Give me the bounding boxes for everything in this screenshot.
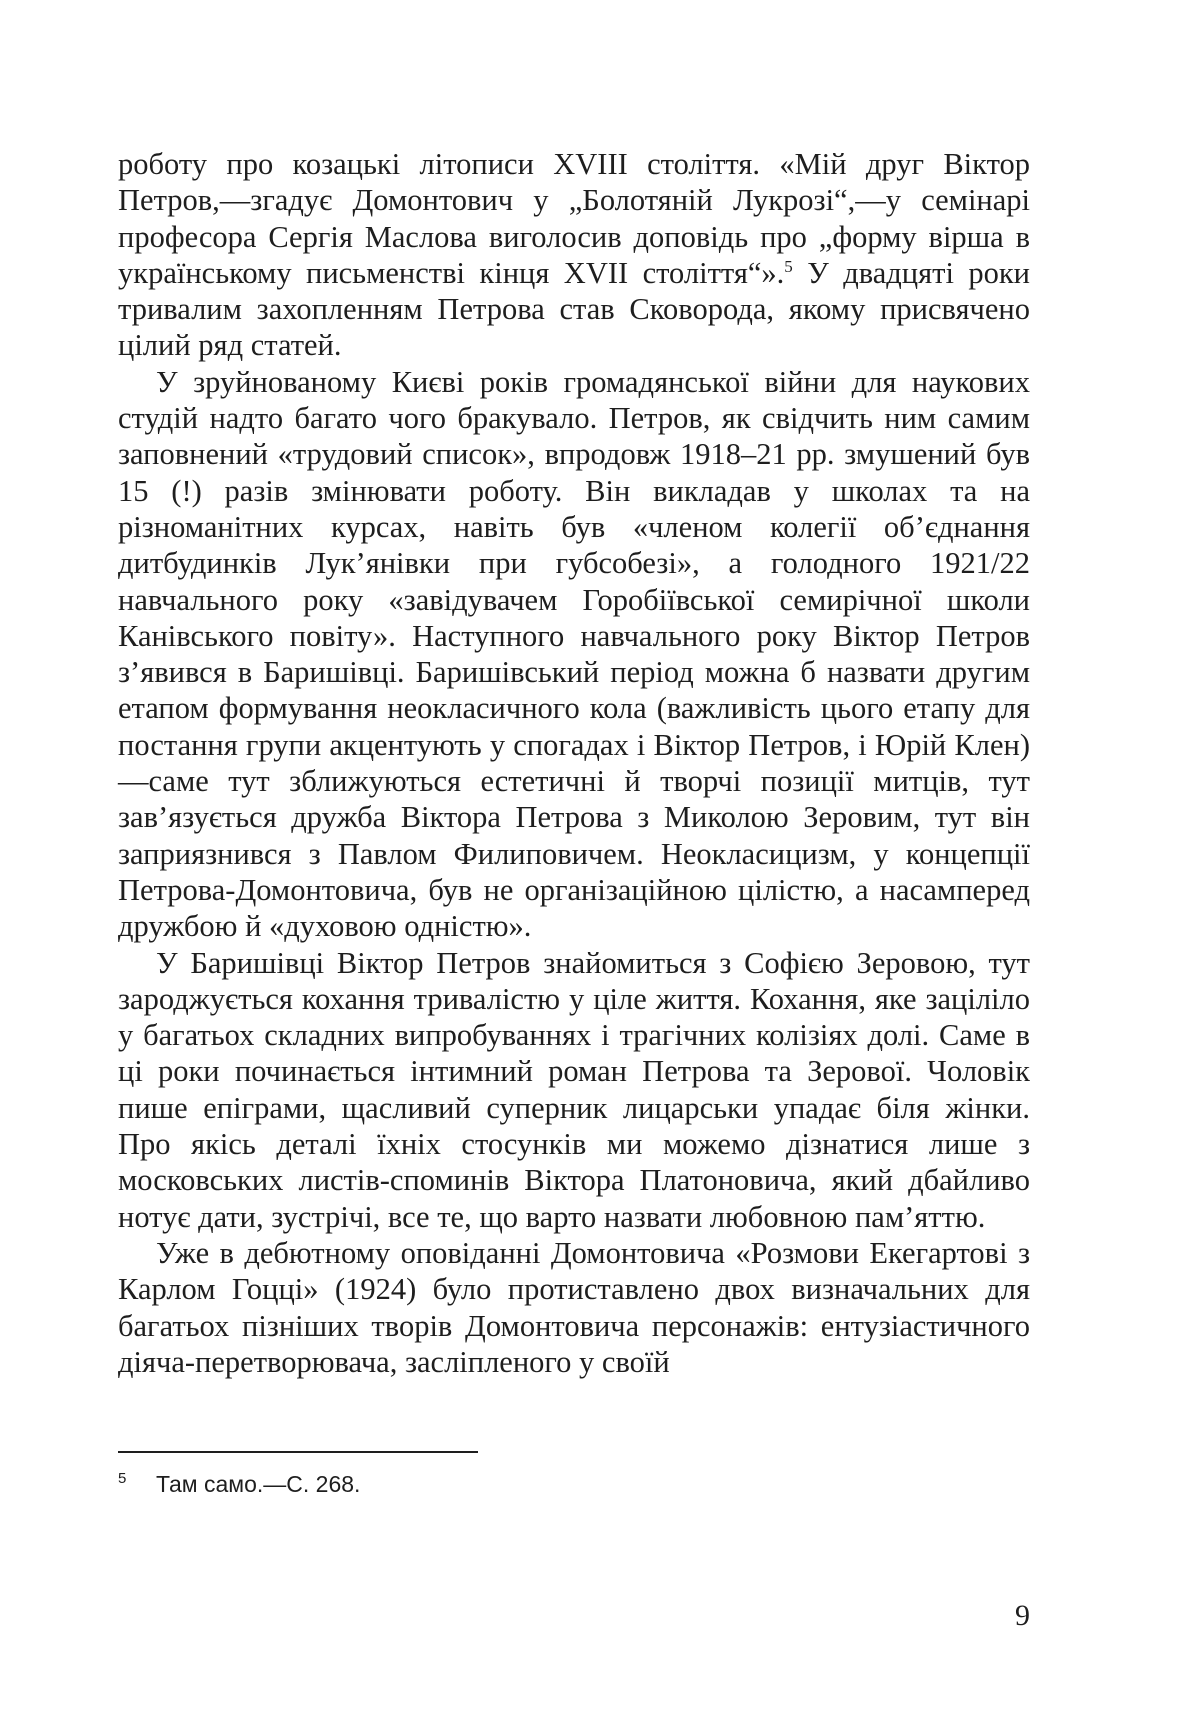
paragraph-1-part-2: У двадцяті роки тривалим захопленням Петрова став Сковорода, якому присвячено цілий ряд статей. [118, 255, 1030, 363]
body-text [118, 146, 1030, 1380]
paragraph-3: У Баришівці Віктор Петров знайомиться з Софією Зеровою, тут зароджується кохання тривалістю у ціле життя. Кохання, яке заціліло у багатьох складних випробуваннях і трагічних колізіях долі. Саме в ці роки починається інтимний роман Петрова та Зерової. Чоловік пише епіграми, щасливий суперник лицарськи упадає біля жінки. Про якісь деталі їхніх стосунків ми можемо дізнатися лише з московських листів-споминів Віктора Платоновича, який дбайливо нотує дати, зустрічі, все те, що варто назвати любовною пам’яттю. [118, 945, 1030, 1234]
footnote [118, 1470, 1030, 1498]
footnote-mark: 5 [118, 1470, 127, 1487]
paragraph-4: Уже в дебютному оповіданні Домонтовича «Розмови Екегартові з Карлом Гоцці» (1924) було протиставлено двох визначальних для багатьох пізніших творів Домонтовича персонажів: ентузіастичного діяча-перетворювача, засліпленого у своїй [118, 1235, 1030, 1379]
footnote-reference[interactable]: 5 [784, 256, 793, 276]
paragraph-1-part-1: роботу про козацькі літописи XVIII століття. «Мій друг Віктор Петров,—згадує Домонтович у „Болотяній Лукрозі“,—у семінарі професора Сергія Маслова виголосив доповідь про „форму вірша в українському письменстві кінця XVII століття“». [118, 147, 1030, 290]
page-number: 9 [1015, 1599, 1030, 1632]
footnote-text: Там само.—С. 268. [156, 1471, 361, 1497]
footnote-divider [118, 1451, 478, 1453]
paragraph-2: У зруйнованому Києві років громадянської війни для наукових студій надто багато чого бракувало. Петров, як свідчить ним самим заповнений «трудовий список», впродовж 1918–21 рр. змушений був 15 (!) разів змінювати роботу. Він викладав у школах та на різноманітних курсах, навіть був «членом колегії об’єднання дитбудинків Лук’янівки при губсобезі», а голодного 1921/22 навчального року «завідувачем Горобіївської семирічної школи Канівського повіту». Наступного навчального року Віктор Петров з’явився в Баришівці. Баришівський період можна б назвати другим етапом формування неокласичного кола (важливість цього етапу для постання групи акцентують у спогадах і Віктор Петров, і Юрій Клен)—саме тут зближуються естетичні й творчі позиції митців, тут зав’язується дружба Віктора Петрова з Миколою Зеровим, тут він заприязнився з Павлом Филиповичем. Неокласицизм, у концепції Петрова-Домонтовича, був не організаційною цілістю, а насамперед дружбою й «духовою одністю». [118, 364, 1030, 944]
paragraph-1 [118, 146, 1030, 364]
